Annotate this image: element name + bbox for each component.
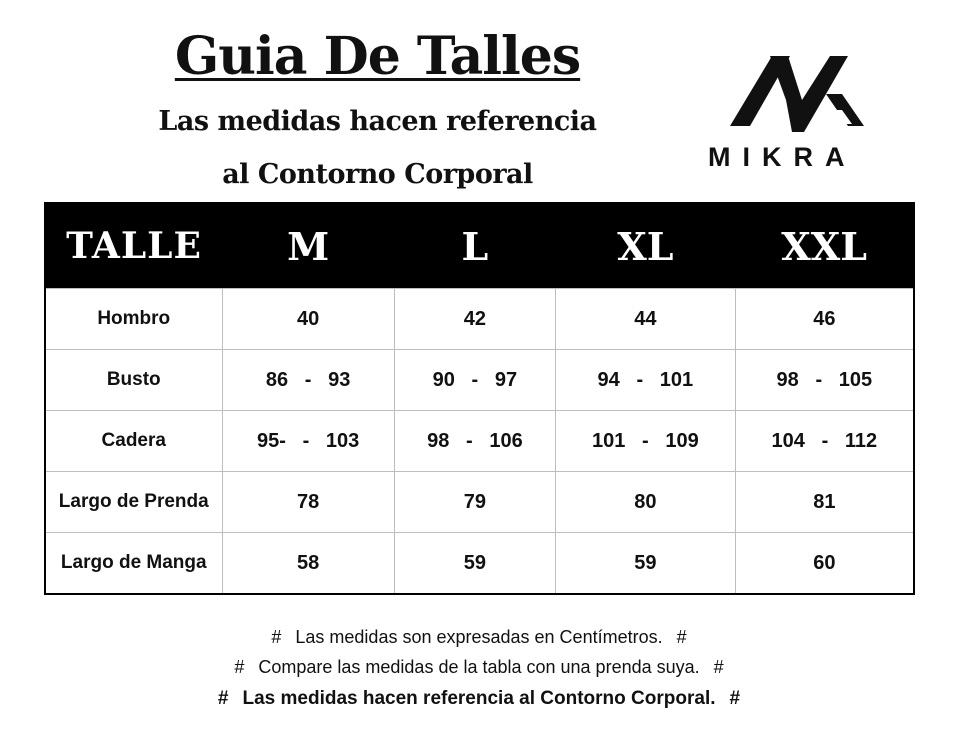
table-cell: 94 - 101 xyxy=(555,350,735,411)
size-guide-table xyxy=(44,202,915,595)
header-size-xxl: XXL xyxy=(781,223,867,269)
table-row xyxy=(45,350,914,411)
table-cell: 59 xyxy=(394,533,555,595)
header-size-l: L xyxy=(461,223,489,269)
table-cell: 42 xyxy=(394,289,555,350)
table-row xyxy=(45,289,914,350)
row-label-largo-manga: Largo de Manga xyxy=(45,533,222,595)
table-cell: 90 - 97 xyxy=(394,350,555,411)
table-cell: 80 xyxy=(555,472,735,533)
brand-logo xyxy=(700,40,895,175)
table-row xyxy=(45,472,914,533)
table-cell: 46 xyxy=(735,289,914,350)
table-cell: 40 xyxy=(222,289,394,350)
hash-mark: # xyxy=(676,627,687,647)
note-line-1 xyxy=(0,622,958,652)
subtitle-line-1: Las medidas hacen referencia xyxy=(158,106,597,137)
table-row xyxy=(45,533,914,595)
page-title: Guia De Talles xyxy=(174,26,581,87)
table-cell: 81 xyxy=(735,472,914,533)
table-header-row xyxy=(45,203,914,289)
note-line-3 xyxy=(0,682,958,716)
table-cell: 79 xyxy=(394,472,555,533)
header-size-m: M xyxy=(287,223,330,269)
row-label-busto: Busto xyxy=(45,350,222,411)
row-label-cadera: Cadera xyxy=(45,411,222,472)
note-line-2 xyxy=(0,652,958,682)
row-label-hombro: Hombro xyxy=(45,289,222,350)
table-cell: 98 - 105 xyxy=(735,350,914,411)
table-cell: 59 xyxy=(555,533,735,595)
note-text: Las medidas hacen referencia al Contorno Corporal. xyxy=(242,688,716,709)
hash-mark: # xyxy=(713,657,724,677)
table-cell: 58 xyxy=(222,533,394,595)
header-size-xl: XL xyxy=(617,223,674,269)
hash-mark: # xyxy=(729,688,741,709)
mikra-logo-icon xyxy=(730,48,870,138)
hash-mark: # xyxy=(234,657,245,677)
table-cell: 98 - 106 xyxy=(394,411,555,472)
note-text: Las medidas son expresadas en Centímetros. xyxy=(295,627,663,647)
header-talle: TALLE xyxy=(66,225,202,267)
table-cell: 60 xyxy=(735,533,914,595)
notes-section xyxy=(0,622,958,716)
hash-mark: # xyxy=(271,627,282,647)
table-cell: 44 xyxy=(555,289,735,350)
table-cell: 101 - 109 xyxy=(555,411,735,472)
brand-name: MIKRA xyxy=(708,142,857,172)
table-row xyxy=(45,411,914,472)
table-cell: 78 xyxy=(222,472,394,533)
note-text: Compare las medidas de la tabla con una prenda suya. xyxy=(258,657,700,677)
table-cell: 86 - 93 xyxy=(222,350,394,411)
subtitle-line-2: al Contorno Corporal xyxy=(222,159,533,190)
row-label-largo-prenda: Largo de Prenda xyxy=(45,472,222,533)
hash-mark: # xyxy=(217,688,229,709)
table-cell: 95- - 103 xyxy=(222,411,394,472)
table-cell: 104 - 112 xyxy=(735,411,914,472)
